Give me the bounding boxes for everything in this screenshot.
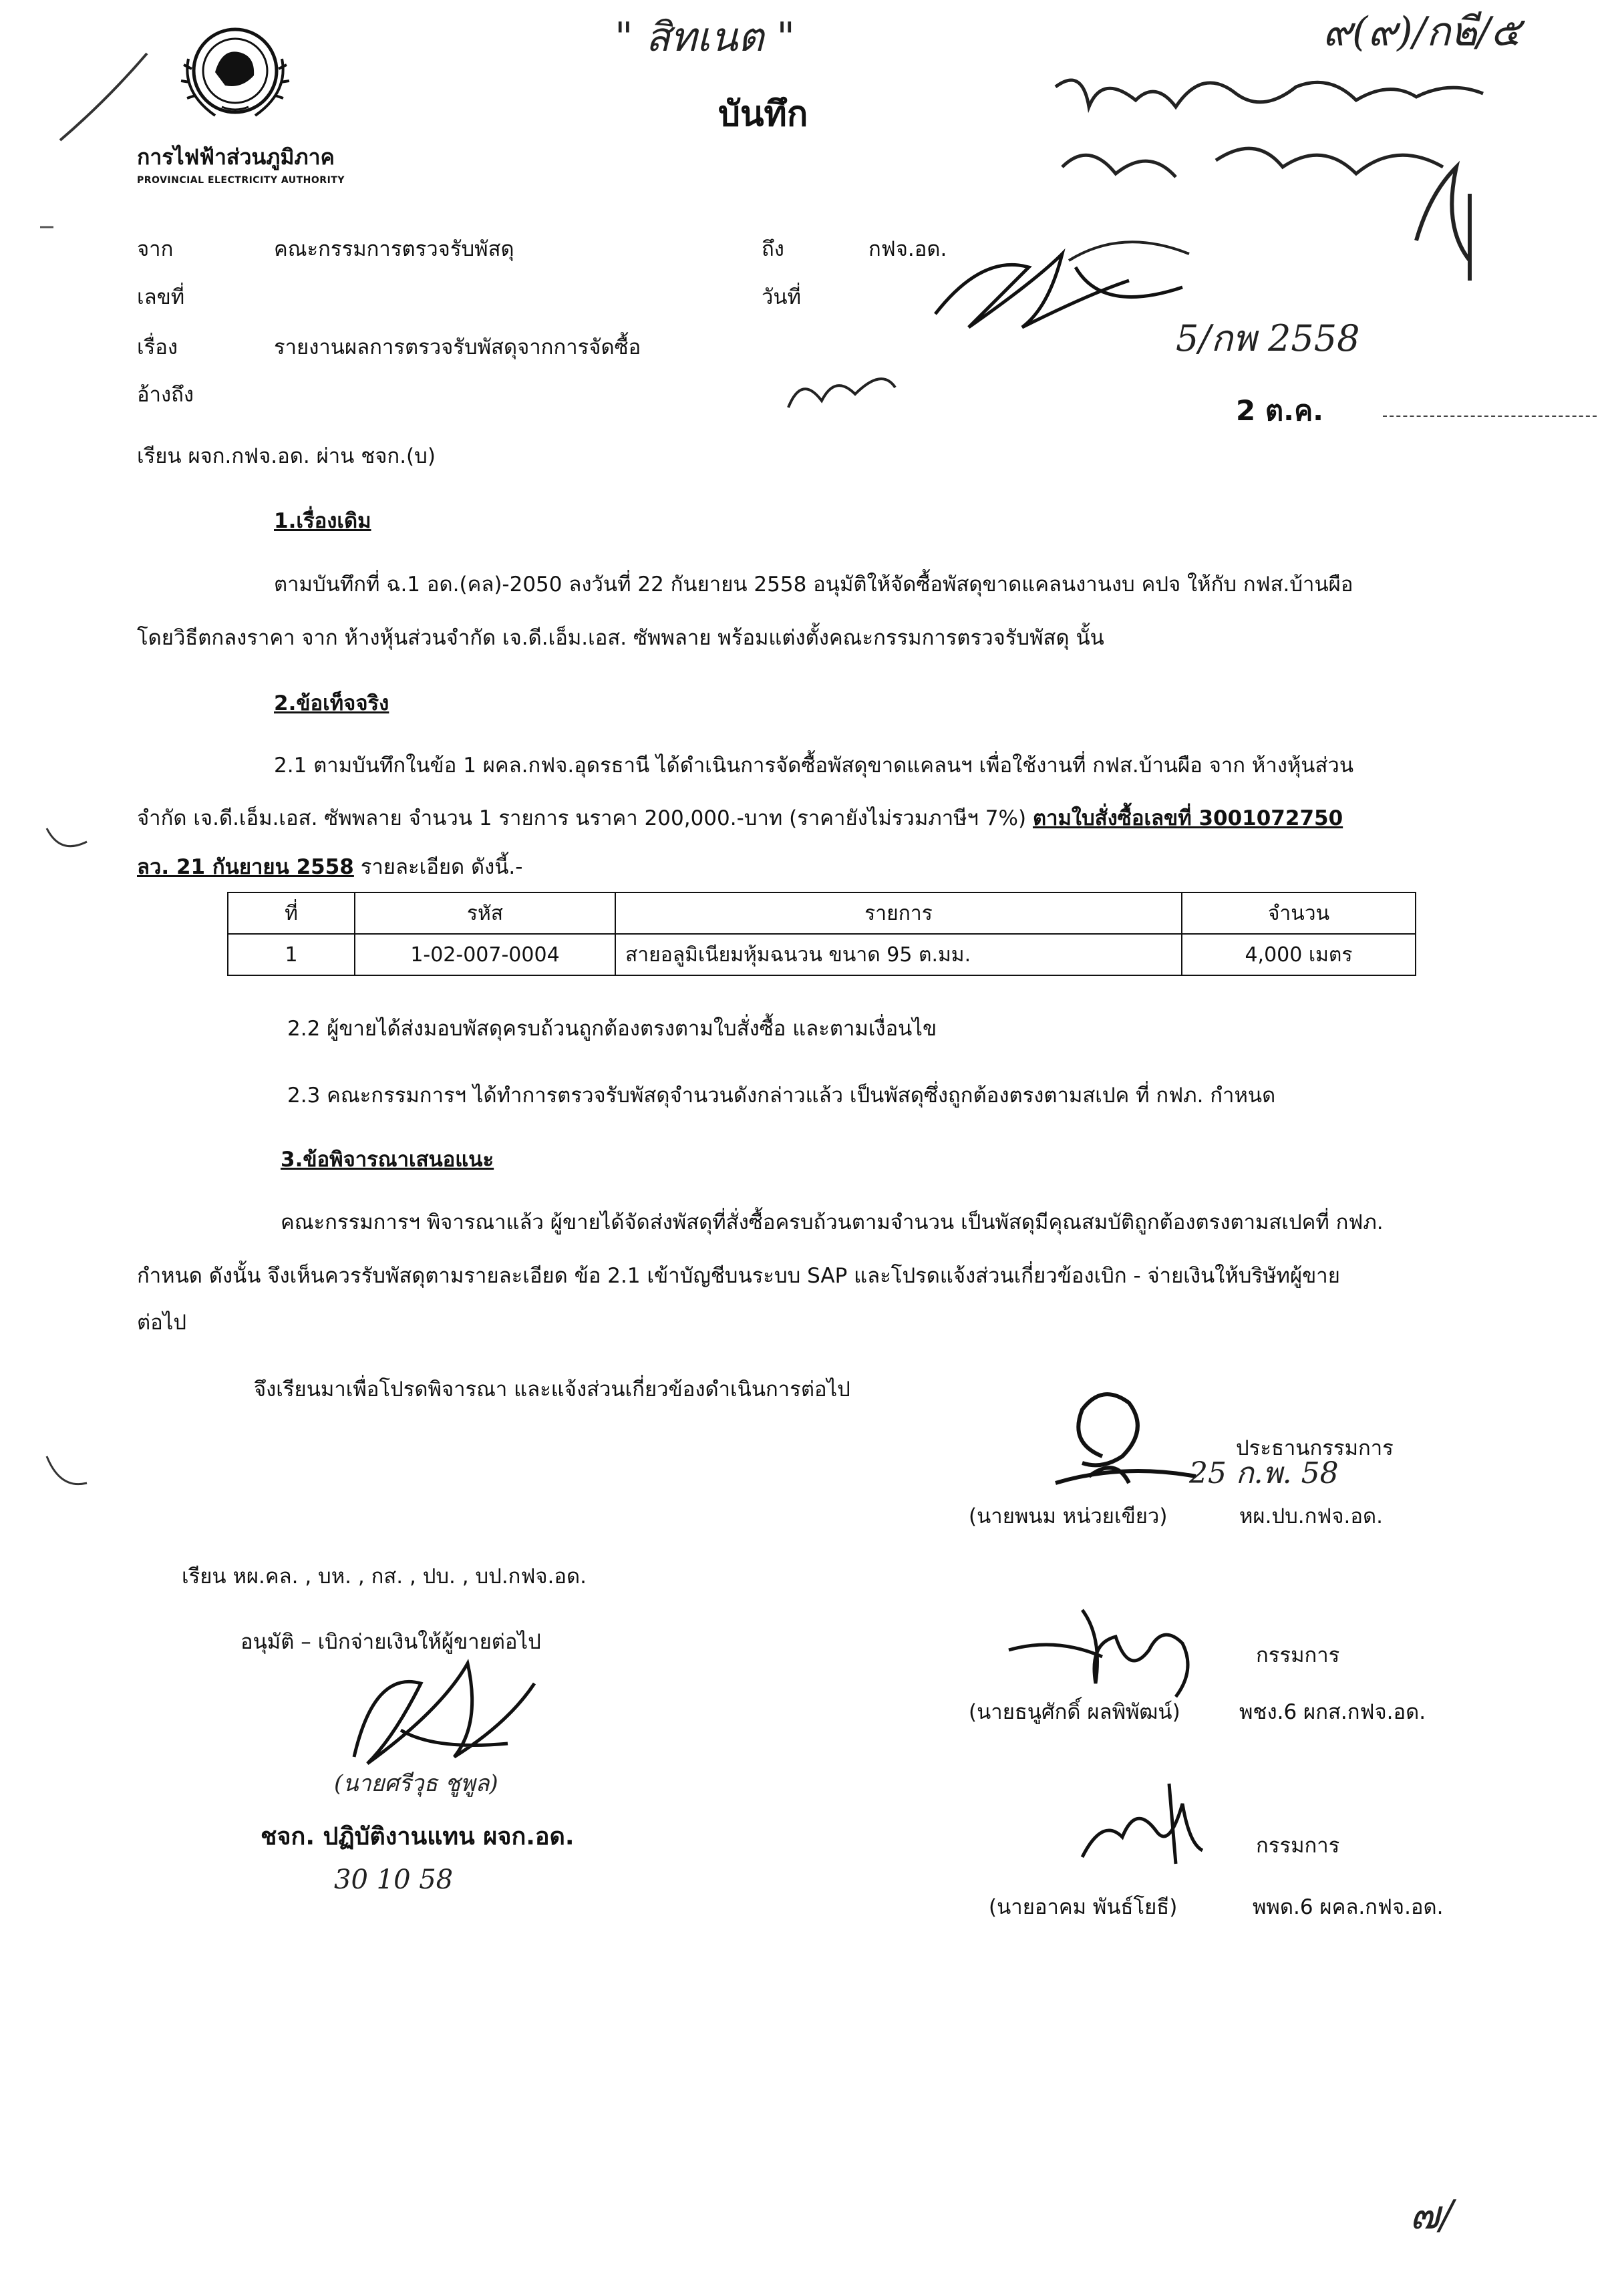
approver-sign-date: 30 10 58 <box>334 1864 454 1895</box>
stamp-line <box>1383 416 1597 417</box>
approver-title: ชจก. ปฏิบัติงานแทน ผจก.อด. <box>261 1823 575 1850</box>
to-value: กฟจ.อด. <box>868 237 947 261</box>
from-label: จาก <box>137 237 174 261</box>
stamp-received-number: 2 ต.ค. <box>1236 394 1324 427</box>
section3-line1: คณะกรรมการฯ พิจารณาแล้ว ผู้ขายได้จัดส่งพัสดุที่สั่งซื้อครบถ้วนตามจำนวน เป็นพัสดุมีคุณสมบัติถูกต้องตรงตามสเปคที่ กฟภ. <box>281 1210 1384 1235</box>
table-header-cell: รหัส <box>355 892 615 934</box>
reference-label: อ้างถึง <box>137 383 194 407</box>
margin-mark-drawing <box>40 27 174 227</box>
handwritten-reference-number: ๙(๙)/ก๒ี/๕ <box>1323 9 1521 55</box>
member2-signature-drawing <box>1069 1777 1229 1870</box>
date-label: วันที่ <box>762 285 802 309</box>
approver-signature-drawing <box>334 1643 548 1777</box>
salutation: เรียน ผจก.กฟจ.อด. ผ่าน ชจก.(บ) <box>137 444 436 468</box>
member2-name: (นายอาคม พันธ์โยธี) <box>989 1895 1178 1919</box>
section1-heading: 1.เรื่องเดิม <box>274 509 371 533</box>
section3-line2: กำหนด ดังนั้น จึงเห็นควรรับพัสดุตามรายละเอียด ข้อ 2.1 เข้าบัญชีบนระบบ SAP และโปรดแจ้งส่วนเกี่ยวข้องเบิก - จ่ายเงินให้บริษัทผู้ขาย <box>137 1264 1340 1288</box>
closing-line: จึงเรียนมาเพื่อโปรดพิจารณา และแจ้งส่วนเกี่ยวข้องดำเนินการต่อไป <box>254 1377 850 1402</box>
section2-heading: 2.ข้อเท็จจริง <box>274 691 389 715</box>
member1-position: พชง.6 ผกส.กฟจ.อด. <box>1239 1700 1426 1724</box>
to-label: ถึง <box>762 237 784 261</box>
org-name-english: PROVINCIAL ELECTRICITY AUTHORITY <box>137 175 345 186</box>
purchase-order-date: ลว. 21 กันยายน 2558 <box>137 855 354 879</box>
member1-signature-drawing <box>1002 1597 1243 1703</box>
table-header-cell: รายการ <box>615 892 1182 934</box>
org-name-thai: การไฟฟ้าส่วนภูมิภาค <box>137 144 335 170</box>
member2-position: พพด.6 ผคล.กฟจ.อด. <box>1253 1895 1444 1919</box>
section2-para1-line3 <box>137 855 522 880</box>
member1-role: กรรมการ <box>1256 1643 1340 1667</box>
section2-para2: 2.2 ผู้ขายได้ส่งมอบพัสดุครบถ้วนถูกต้องตรงตามใบสั่งซื้อ และตามเงื่อนไข <box>287 1017 937 1041</box>
table-cell-quantity: 4,000 เมตร <box>1182 934 1416 975</box>
table-header-row <box>228 892 1416 934</box>
chair-name: (นายพนม หน่วยเขียว) <box>969 1504 1168 1528</box>
table-cell-description: สายอลูมิเนียมหุ้มฉนวน ขนาด 95 ต.มม. <box>615 934 1182 975</box>
items-table <box>227 892 1416 976</box>
document-title: บันทึก <box>718 94 808 134</box>
section1-line2: โดยวิธีตกลงราคา จาก ห้างหุ้นส่วนจำกัด เจ.ดี.เอ็ม.เอส. ซัพพลาย พร้อมแต่งตั้งคณะกรรมการตรวจรับพัสดุ นั้น <box>137 626 1104 650</box>
member1-name: (นายธนูศักดิ์ ผลพิพัฒน์) <box>969 1700 1180 1724</box>
org-logo <box>175 19 295 132</box>
member2-role: กรรมการ <box>1256 1834 1340 1858</box>
section2-para3: 2.3 คณะกรรมการฯ ได้ทำการตรวจรับพัสดุจำนวนดังกล่าวแล้ว เป็นพัสดุซึ่งถูกต้องตรงตามสเปค ที่ กฟภ. กำหนด <box>287 1084 1276 1108</box>
page-mark: ๗/ <box>1410 2192 1454 2239</box>
logo-emblem-icon <box>175 19 295 132</box>
chair-role: ประธานกรรมการ <box>1236 1436 1394 1460</box>
table-row <box>228 934 1416 975</box>
handwritten-top-note: " สิทเนต " <box>615 14 795 61</box>
header-signature-drawing <box>929 240 1196 341</box>
approval-line: อนุมัติ – เบิกจ่ายเงินให้ผู้ขายต่อไป <box>240 1630 541 1654</box>
section2-para1-line2-text: จำกัด เจ.ดี.เอ็ม.เอส. ซัพพลาย จำนวน 1 รายการ นราคา 200,000.-บาท (ราคายังไม่รวมภาษีฯ 7%) <box>137 806 1027 830</box>
margin-scribble-drawing <box>782 361 902 421</box>
section2-para1-line1: 2.1 ตามบันทึกในข้อ 1 ผคล.กฟจ.อุดรธานี ได้ดำเนินการจัดซื้อพัสดุขาดแคลนฯ เพื่อใช้งานที่ กฟส.บ้านผือ จาก ห้างหุ้นส่วน <box>274 754 1354 778</box>
approver-name: (นายศรีวุธ ชูพูล) <box>334 1770 498 1797</box>
table-header-cell: ที่ <box>228 892 355 934</box>
chair-sign-date: 25 ก.พ. 58 <box>1189 1456 1339 1490</box>
number-label: เลขที่ <box>137 285 185 309</box>
section3-heading: 3.ข้อพิจารณาเสนอแนะ <box>281 1148 494 1172</box>
section3-line3: ต่อไป <box>137 1311 187 1335</box>
purchase-order-number: ตามใบสั่งซื้อเลขที่ 3001072750 <box>1032 806 1343 830</box>
handwritten-received-date: 5/กพ 2558 <box>1176 317 1360 359</box>
table-cell-code: 1-02-007-0004 <box>355 934 615 975</box>
table-header-cell: จำนวน <box>1182 892 1416 934</box>
subject-label: เรื่อง <box>137 335 178 359</box>
details-intro: รายละเอียด ดังนี้.- <box>360 855 523 879</box>
section1-line1: ตามบันทึกที่ ฉ.1 อด.(คล)-2050 ลงวันที่ 22 กันยายน 2558 อนุมัติให้จัดซื้อพัสดุขาดแคลนงานงบ คปจ ให้กับ กฟส.บ้านผือ <box>274 572 1353 597</box>
subject-value: รายงานผลการตรวจรับพัสดุจากการจัดซื้อ <box>274 335 641 359</box>
from-value: คณะกรรมการตรวจรับพัสดุ <box>274 237 514 261</box>
left-margin-arc-drawing <box>40 815 94 1510</box>
section2-para1-line2 <box>137 806 1343 831</box>
table-cell-index: 1 <box>228 934 355 975</box>
chair-position: หผ.ปบ.กฟจ.อด. <box>1239 1504 1384 1528</box>
approval-to-line: เรียน หผ.คล. , บห. , กส. , ปบ. , บป.กฟจ.อด. <box>182 1565 587 1589</box>
